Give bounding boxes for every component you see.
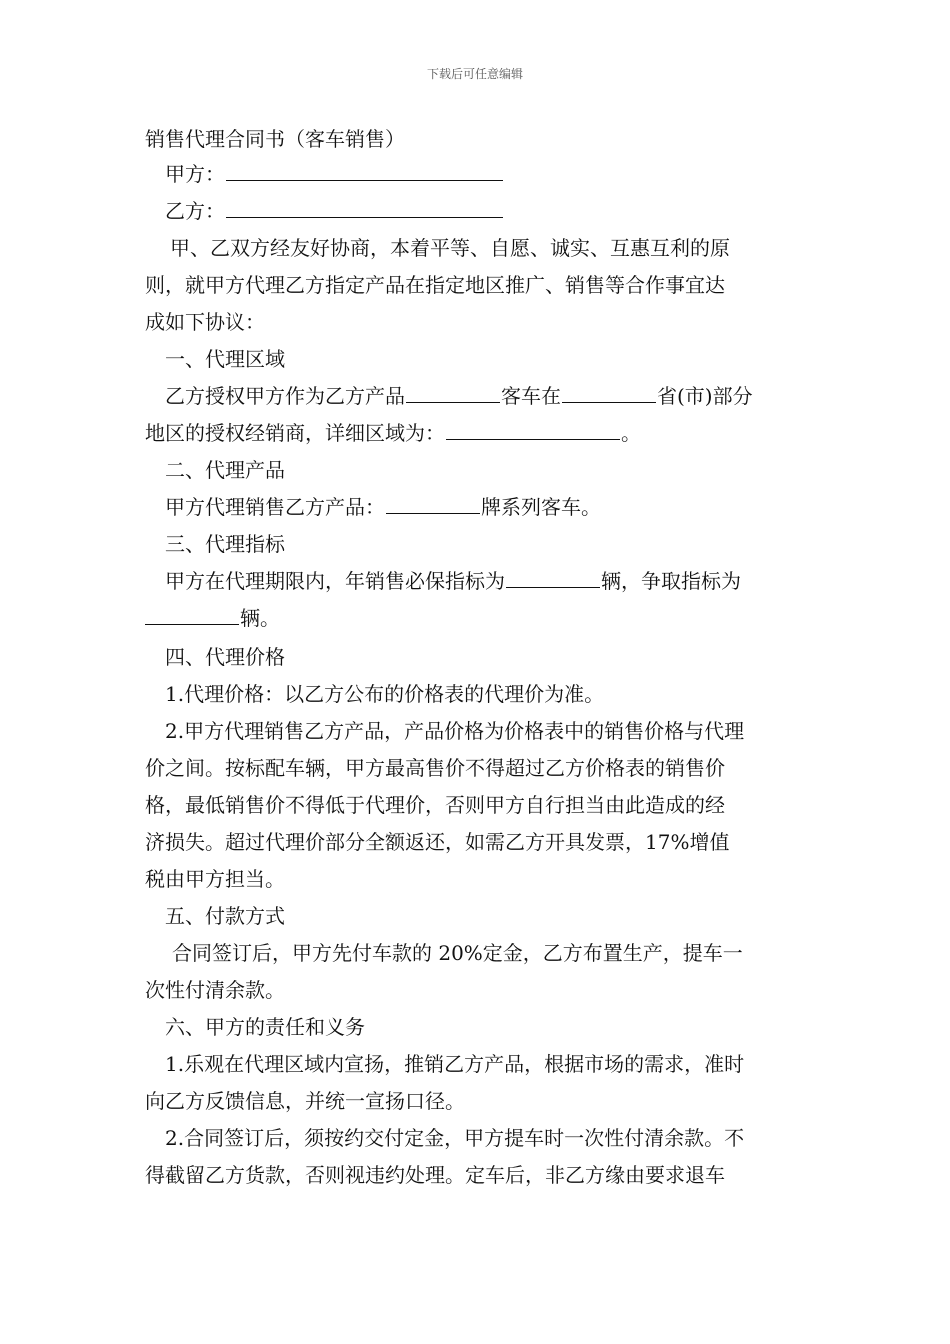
fill-blank: [562, 401, 656, 403]
list-item: 1.代理价格：以乙方公布的价格表的代理价为准。: [165, 682, 605, 706]
list-item: 得截留乙方货款，否则视违约处理。定车后，非乙方缘由要求退车: [145, 1163, 725, 1187]
list-item: 2.甲方代理销售乙方产品，产品价格为价格表中的销售价格与代理: [165, 719, 745, 743]
party-b-blank: [226, 216, 503, 218]
party-b-line: [165, 197, 504, 225]
section-text: [145, 419, 641, 447]
fill-blank: [145, 623, 239, 625]
section-text: [145, 604, 280, 632]
section-text: [165, 382, 753, 410]
text-fragment: 地区的授权经销商，详细区域为：: [145, 421, 445, 445]
section-heading: 六、甲方的责任和义务: [165, 1015, 365, 1039]
text-fragment: 辆，争取指标为: [601, 569, 741, 593]
party-b-label: 乙方：: [165, 199, 225, 223]
text-fragment: 辆。: [240, 606, 280, 630]
list-item: 2.合同签订后，须按约交付定金，甲方提车时一次性付清余款。不: [165, 1126, 745, 1150]
section-heading: 三、代理指标: [165, 532, 285, 556]
section-heading: 二、代理产品: [165, 458, 285, 482]
fill-blank: [506, 586, 600, 588]
section-text: [165, 493, 601, 521]
fill-blank: [446, 438, 620, 440]
party-a-line: [165, 160, 504, 188]
text-fragment: 省(市)部分: [657, 384, 753, 408]
text-fragment: 牌系列客车。: [481, 495, 601, 519]
text-fragment: 客车在: [501, 384, 561, 408]
text-fragment: 。: [621, 421, 641, 445]
fill-blank: [406, 401, 500, 403]
text-fragment: 乙方授权甲方作为乙方产品: [165, 384, 405, 408]
intro-line: 成如下协议：: [145, 310, 265, 334]
section-heading: 五、付款方式: [165, 904, 285, 928]
party-a-label: 甲方：: [165, 162, 225, 186]
list-item: 格，最低销售价不得低于代理价，否则甲方自行担当由此造成的经: [145, 793, 725, 817]
text-fragment: 甲方在代理期限内，年销售必保指标为: [165, 569, 505, 593]
text-fragment: 甲方代理销售乙方产品：: [165, 495, 385, 519]
list-item: 价之间。按标配车辆，甲方最高售价不得超过乙方价格表的销售价: [145, 756, 725, 780]
list-item: 向乙方反馈信息，并统一宣扬口径。: [145, 1089, 465, 1113]
intro-line: 甲、乙双方经友好协商，本着平等、自愿、诚实、互惠互利的原: [170, 236, 730, 260]
list-item: 1.乐观在代理区域内宣扬，推销乙方产品，根据市场的需求，准时: [165, 1052, 745, 1076]
section-text: [165, 567, 741, 595]
section-text: 次性付清余款。: [145, 978, 285, 1002]
document-title: 销售代理合同书（客车销售）: [145, 127, 405, 151]
fill-blank: [386, 512, 480, 514]
party-a-blank: [226, 179, 503, 181]
list-item: 税由甲方担当。: [145, 867, 285, 891]
section-heading: 一、代理区域: [165, 347, 285, 371]
section-heading: 四、代理价格: [165, 645, 285, 669]
page-header: 下载后可任意编辑: [426, 67, 523, 81]
intro-line: 则，就甲方代理乙方指定产品在指定地区推广、销售等合作事宜达: [145, 273, 725, 297]
section-text: 合同签订后，甲方先付车款的 20%定金，乙方布置生产，提车一: [172, 941, 743, 965]
list-item: 济损失。超过代理价部分全额返还，如需乙方开具发票，17%增值: [145, 830, 730, 854]
